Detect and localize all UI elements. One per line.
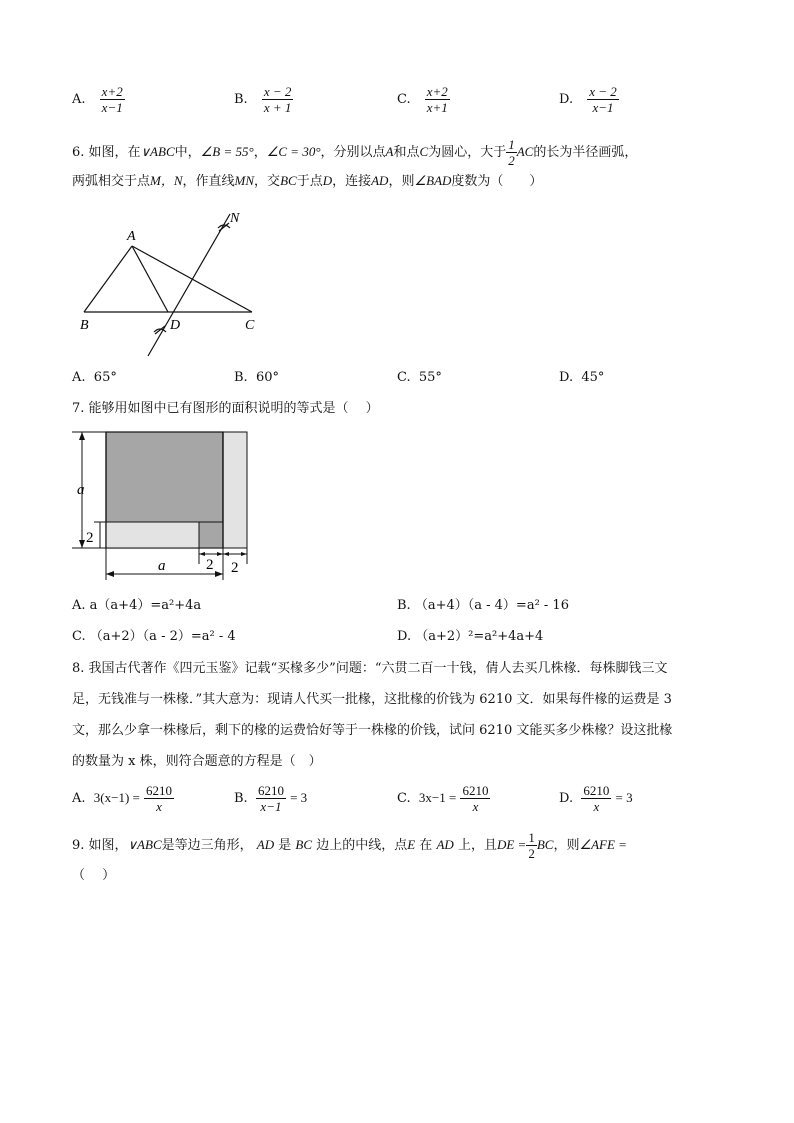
q5-option-c: C. $\frac{x+2}{x+1}$ — [397, 84, 448, 115]
label-b: B — [80, 318, 89, 333]
label-d: D — [170, 318, 181, 333]
label-a-bottom: a — [158, 558, 166, 574]
q8-option-c: C. 3x−1 = $\frac{6210}{x}$ — [397, 783, 489, 814]
q8-option-d-fraction: $\frac{6210}{x}$ — [583, 783, 610, 814]
q5-option-b: B. $\frac{x - 2}{x + 1}$ — [234, 84, 292, 115]
q9-stem-line2: （ ） — [72, 868, 116, 883]
q5-option-c-fraction: $\frac{x+2}{x+1}$ — [426, 84, 448, 115]
label-n: N — [230, 211, 240, 226]
q8-stem-line3: 文，那么少拿一株椽后，剩下的椽的运费恰好等于一株椽的价钱，试问 6210 文能买多少株椽？设这批椽 — [72, 723, 673, 738]
q7-stem: 7. 能够用如图中已有图形的面积说明的等式是（ ） — [72, 401, 379, 416]
q7-option-c: C. （a+2）（a - 2）=a² - 4 — [72, 629, 236, 644]
q5-option-a: A. $\frac{x+2}{x-1}$ — [72, 84, 123, 115]
q6-stem-line1: 6. 如图，在∨ABC中，∠B = 55°，∠C = 30°，分别以点A和点C为圆心，大于 $\frac{1}{2}$ AC的长为半径画弧， — [72, 137, 638, 168]
q8-option-a-fraction: $\frac{6210}{x}$ — [146, 783, 173, 814]
label-a-left: a — [77, 482, 85, 498]
small-square — [199, 522, 223, 548]
q6-triangle-figure — [70, 202, 270, 362]
q8-option-d: D. $\frac{6210}{x}$ = 3 — [559, 783, 633, 814]
q7-option-b: B. （a+4）（a - 4）=a² - 16 — [397, 598, 569, 613]
q5-option-d-fraction: $\frac{x - 2}{x-1}$ — [589, 84, 617, 115]
q6-stem-line2: 两弧相交于点M，N，作直线MN，交BC于点D，连接AD，则∠BAD度数为（ ） — [72, 173, 543, 189]
q6-option-d: D. 45° — [559, 370, 605, 385]
q6-option-b: B. 60° — [234, 370, 279, 385]
arrow-two-l2 — [223, 552, 229, 556]
label-two-right: 2 — [231, 560, 239, 576]
label-c: C — [245, 318, 255, 333]
q8-stem-line2: 足，无钱准与一株椽．”其大意为：现请人代买一批椽，这批椽的价钱为 6210 文．如果每件椽的运费是 3 — [72, 692, 672, 707]
q8-option-a: A. 3(x−1) = $\frac{6210}{x}$ — [72, 783, 173, 814]
q8-stem-line1: 8. 我国古代著作《四元玉鉴》记载“买椽多少”问题：“六贯二百一十钱，倩人去买几株椽．每株脚钱三文 — [72, 661, 668, 676]
q5-option-d: D. $\frac{x - 2}{x-1}$ — [559, 84, 617, 115]
arrow-two-l — [199, 552, 205, 556]
arrow-two-r — [217, 552, 223, 556]
line-mn — [148, 214, 230, 356]
label-two-left: 2 — [86, 530, 94, 546]
q7-area-figure — [70, 428, 260, 590]
q9-stem-line1: 9. 如图，∨ABC是等边三角形， AD 是 BC 边上的中线，点E 在 AD 上，且DE = $\frac{1}{2}$ BC，则∠AFE = — [72, 830, 627, 861]
q8-option-b-fraction: $\frac{6210}{x-1}$ — [257, 783, 284, 814]
q9-half-fraction: $\frac{1}{2}$ — [528, 830, 535, 861]
q8-option-b: B. $\frac{6210}{x-1}$ = 3 — [234, 783, 308, 814]
q6-half-fraction: $\frac{1}{2}$ — [508, 137, 515, 168]
q8-stem-line4: 的数量为 x 株，则符合题意的方程是（ ） — [72, 754, 322, 769]
arrow-down-a — [79, 540, 85, 548]
arrow-up-a — [79, 432, 85, 440]
q7-option-d: D. （a+2）²=a²+4a+4 — [397, 629, 544, 644]
strip-right — [223, 432, 247, 548]
segment-ab — [84, 246, 132, 312]
arrow-two-r2 — [241, 552, 247, 556]
arrow-left-a — [106, 571, 114, 577]
q6-option-a: A. 65° — [72, 370, 117, 385]
q6-option-c: C. 55° — [397, 370, 442, 385]
label-two-bottom: 2 — [206, 557, 214, 573]
arrow-right-a — [215, 571, 223, 577]
q8-option-c-fraction: $\frac{6210}{x}$ — [462, 783, 489, 814]
q7-option-a: A. a（a+4）=a²+4a — [72, 598, 202, 613]
q5-option-a-fraction: $\frac{x+2}{x-1}$ — [101, 84, 123, 115]
q5-option-b-fraction: $\frac{x - 2}{x + 1}$ — [263, 84, 292, 115]
label-a: A — [127, 229, 136, 244]
